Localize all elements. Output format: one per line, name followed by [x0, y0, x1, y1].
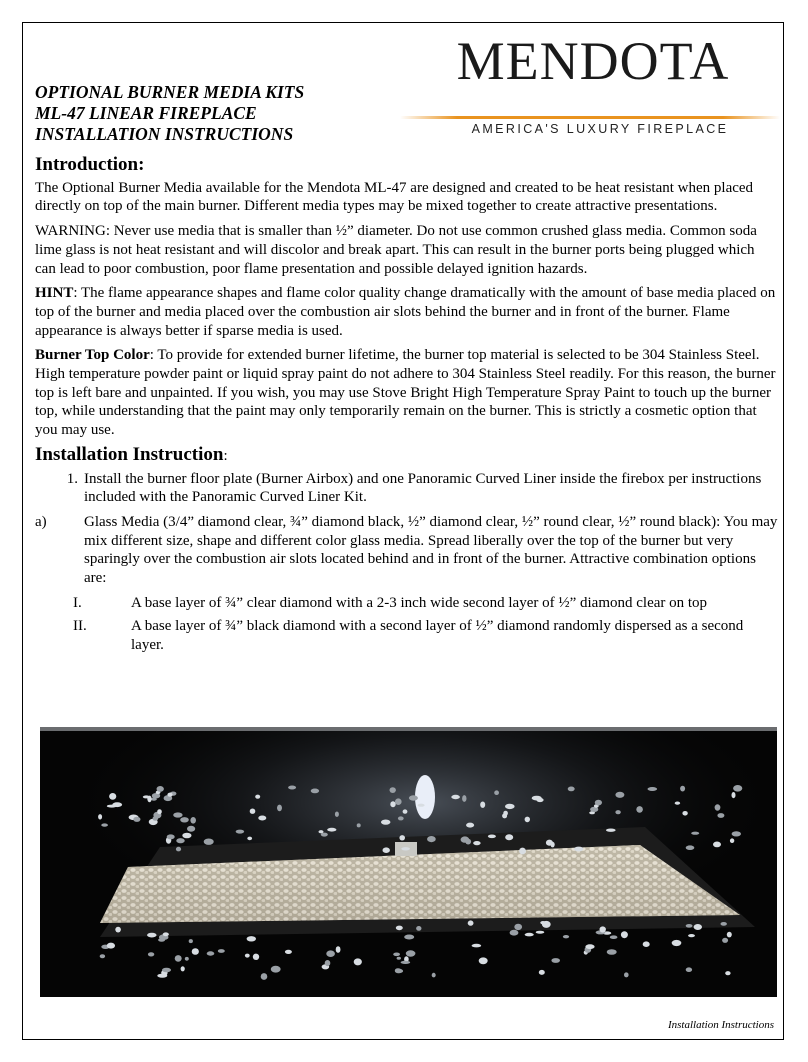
main-content [35, 152, 778, 660]
glass-piece [636, 806, 643, 813]
glass-piece [615, 810, 620, 814]
glass-piece [162, 968, 171, 973]
glass-piece [542, 921, 551, 928]
installation-heading-text: Installation Instruction [35, 443, 224, 465]
glass-piece [167, 834, 175, 839]
glass-piece [643, 941, 650, 947]
glass-media-photo [40, 727, 777, 997]
glass-piece [488, 835, 496, 839]
glass-piece [732, 831, 741, 836]
glass-piece [277, 805, 282, 812]
glass-piece [418, 804, 425, 807]
glass-piece [395, 798, 402, 805]
burner-top-text: : To provide for extended burner lifetime, the burner top material is selected to be 304 Stainless Steel. High temperature powder paint or liquid spray paint do not adhere to 304 Stainless Steel readily. For this reason, the burner top is left bare and unpainted. If you wish, you may use Stove Bright High Temperature Spray Paint to touch up the burner top, while understanding that the paint may only temporarily remain on the burner. This is strictly a cosmetic option that you may use. [35, 347, 776, 439]
mendota-logo [400, 28, 780, 136]
glass-piece [390, 787, 396, 793]
logo-wordmark: MENDOTA [456, 31, 730, 91]
glass-piece [502, 813, 507, 818]
glass-piece [406, 950, 416, 956]
option-2-text: A base layer of ¾” black diamond with a second layer of ½” diamond randomly dispersed as a second layer. [131, 618, 744, 654]
glass-piece [163, 932, 169, 936]
glass-piece [621, 931, 628, 938]
glass-piece [727, 932, 732, 938]
title-line-1: OPTIONAL BURNER MEDIA KITS [35, 82, 305, 102]
title-line-3: INSTALLATION INSTRUCTIONS [35, 124, 294, 144]
glass-piece [466, 823, 474, 828]
glass-piece [624, 972, 629, 977]
glass-piece [717, 813, 724, 818]
glass-piece [675, 802, 680, 805]
glass-piece [519, 848, 526, 855]
glass-piece [173, 812, 182, 817]
burner-photo-illustration [40, 727, 777, 997]
glass-piece [403, 809, 408, 813]
glass-piece [204, 839, 214, 845]
glass-piece [551, 958, 560, 963]
glass-piece [505, 834, 513, 840]
glass-piece [563, 935, 569, 938]
glass-piece [725, 971, 730, 975]
hint-label: HINT [35, 285, 74, 302]
glass-piece [401, 847, 410, 850]
glass-piece [510, 930, 519, 936]
glass-piece [133, 817, 140, 822]
glass-piece [325, 960, 331, 966]
glass-piece [98, 814, 102, 819]
glass-piece [479, 957, 488, 964]
glass-piece [688, 934, 695, 937]
glass-piece [715, 804, 721, 810]
glass-piece [468, 920, 474, 925]
glass-piece [574, 847, 583, 852]
glass-piece [525, 933, 534, 937]
glass-piece [327, 828, 336, 832]
glass-piece [182, 833, 191, 839]
glass-piece [311, 789, 319, 794]
glass-piece [255, 795, 260, 799]
glass-piece [525, 817, 530, 823]
glass-piece [147, 796, 151, 803]
glass-piece [285, 950, 292, 954]
glass-piece [157, 786, 164, 792]
glass-piece [416, 926, 421, 931]
step-a-letter: a) [35, 513, 47, 530]
logo-tagline: AMERICA'S LUXURY FIREPLACE [471, 122, 729, 136]
glass-piece [398, 816, 404, 820]
glass-piece [115, 927, 121, 933]
photo-top-edge [40, 727, 777, 731]
installation-heading-colon: : [223, 447, 228, 464]
glass-piece [722, 938, 728, 943]
glass-piece [733, 785, 742, 792]
title-line-2: ML-47 LINEAR FIREPLACE [35, 103, 257, 123]
glass-piece [176, 847, 181, 852]
glass-piece [112, 802, 122, 807]
glass-piece [395, 969, 403, 973]
step-1 [35, 470, 778, 507]
glass-piece [247, 837, 252, 841]
glass-piece [107, 943, 115, 949]
option-1-text: A base layer of ¾” clear diamond with a 2-3 inch wide second layer of ½” diamond clear on top [131, 594, 708, 611]
glass-piece [250, 809, 256, 814]
glass-piece [404, 935, 414, 940]
glass-piece [189, 939, 193, 943]
glass-piece [686, 845, 695, 850]
glass-piece [551, 842, 555, 848]
glass-piece [600, 926, 606, 932]
option-2-number: II. [73, 618, 87, 635]
glass-piece [390, 801, 395, 807]
glass-piece [536, 931, 545, 934]
hint-text: : The flame appearance shapes and flame color quality change dramatically with the amount of base media placed on top of the burner and media placed over the combustion air slots behind the burner and in front of the burner. Flame appearance is always better if sparse media is used. [35, 285, 776, 339]
glass-piece [672, 940, 682, 946]
glass-piece [607, 949, 617, 955]
glass-piece [682, 811, 687, 816]
glass-piece [167, 793, 172, 797]
burner-top-label: Burner Top Color [35, 347, 150, 364]
glass-piece [207, 951, 215, 955]
glass-piece [399, 835, 405, 840]
glass-piece [245, 954, 250, 958]
glass-piece [615, 792, 624, 798]
footer-text: Installation Instructions [667, 1019, 774, 1031]
glass-piece [397, 957, 401, 960]
glass-piece [319, 830, 324, 833]
option-1-number: I. [73, 594, 82, 611]
glass-piece [109, 793, 116, 800]
glass-piece [381, 820, 390, 825]
glass-piece [585, 944, 594, 949]
glass-piece [148, 952, 154, 956]
glass-piece [472, 944, 482, 948]
option-2 [35, 617, 778, 654]
glass-piece [473, 841, 480, 845]
glass-piece [409, 795, 418, 800]
glass-piece [680, 786, 685, 792]
option-1 [35, 594, 778, 613]
introduction-heading: Introduction: [35, 154, 145, 175]
installation-heading [35, 443, 778, 466]
hint-paragraph [35, 284, 778, 340]
glass-piece [396, 926, 403, 931]
glass-piece [288, 786, 296, 790]
glass-piece [694, 924, 702, 930]
glass-piece [253, 954, 259, 960]
glass-piece [494, 790, 499, 795]
glass-piece [383, 847, 390, 853]
glass-piece [480, 802, 485, 808]
glass-piece [326, 950, 335, 957]
glass-piece [354, 958, 362, 965]
glass-piece [691, 832, 699, 835]
glass-piece [180, 817, 189, 822]
glass-piece [357, 823, 361, 827]
glass-piece [187, 826, 195, 832]
glass-piece [336, 946, 341, 953]
glass-piece [539, 970, 545, 975]
glass-piece [505, 804, 515, 809]
step-a [35, 513, 778, 588]
document-title [35, 82, 304, 145]
step-1-number: 1. [66, 470, 78, 487]
glass-piece [175, 955, 182, 962]
glass-piece [185, 957, 189, 961]
glass-piece [595, 800, 602, 806]
glass-piece [192, 948, 199, 955]
glass-piece [218, 949, 225, 953]
logo-accent-rule [400, 116, 780, 119]
glass-piece [271, 966, 281, 973]
glass-piece [101, 823, 108, 826]
glass-piece [427, 836, 436, 842]
glass-piece [610, 935, 618, 939]
glass-piece [568, 787, 575, 792]
glass-piece [732, 792, 736, 798]
glass-piece [100, 954, 105, 958]
glass-piece [536, 798, 543, 802]
glass-piece [261, 973, 268, 980]
glass-piece [176, 838, 184, 843]
glass-piece [393, 953, 400, 957]
glass-piece [465, 839, 471, 845]
glass-piece [713, 842, 721, 848]
step-1-text: Install the burner floor plate (Burner Airbox) and one Panoramic Curved Liner inside the firebox per instructions included with the Panoramic Curved Liner Kit. [84, 470, 762, 506]
glass-piece [606, 829, 616, 832]
glass-piece [157, 809, 162, 814]
reflected-light [415, 775, 435, 819]
glass-piece [514, 924, 522, 930]
glass-piece [721, 922, 727, 926]
burner-top-paragraph [35, 346, 778, 440]
glass-piece [247, 936, 256, 941]
glass-piece [462, 795, 466, 802]
glass-piece [147, 933, 156, 938]
glass-piece [432, 973, 436, 978]
glass-piece [730, 838, 734, 843]
warning-paragraph: WARNING: Never use media that is smaller than ½” diameter. Do not use common crushed glass media. Common soda lime glass is not heat resistant and will discolor and break apart. This can result in the burner ports being plugged which can lead to poor combustion, poor flame presentation and possible delayed ignition hazards. [35, 223, 757, 277]
glass-piece [258, 816, 266, 821]
glass-piece [236, 830, 244, 834]
glass-piece [335, 812, 339, 817]
introduction-paragraph: The Optional Burner Media available for the Mendota ML-47 are designed and created to be heat resistant when placed directly on top of the main burner. Different media types may be mixed together to create attractive presentations. [35, 179, 754, 215]
glass-piece [181, 966, 185, 971]
glass-piece [686, 924, 693, 928]
step-a-text: Glass Media (3/4” diamond clear, ¾” diamond black, ½” diamond clear, ½” round clear, ½” round black): You may mix different size, shape and different color glass media. Spread liberally over the top of the burner but very sparingly over the combustion air slots located behind and in front of the burner. Attractive combination options are: [84, 513, 778, 587]
glass-piece [451, 795, 460, 799]
glass-piece [401, 961, 411, 964]
glass-piece [648, 787, 658, 791]
glass-piece [686, 967, 692, 972]
glass-piece [190, 817, 196, 824]
